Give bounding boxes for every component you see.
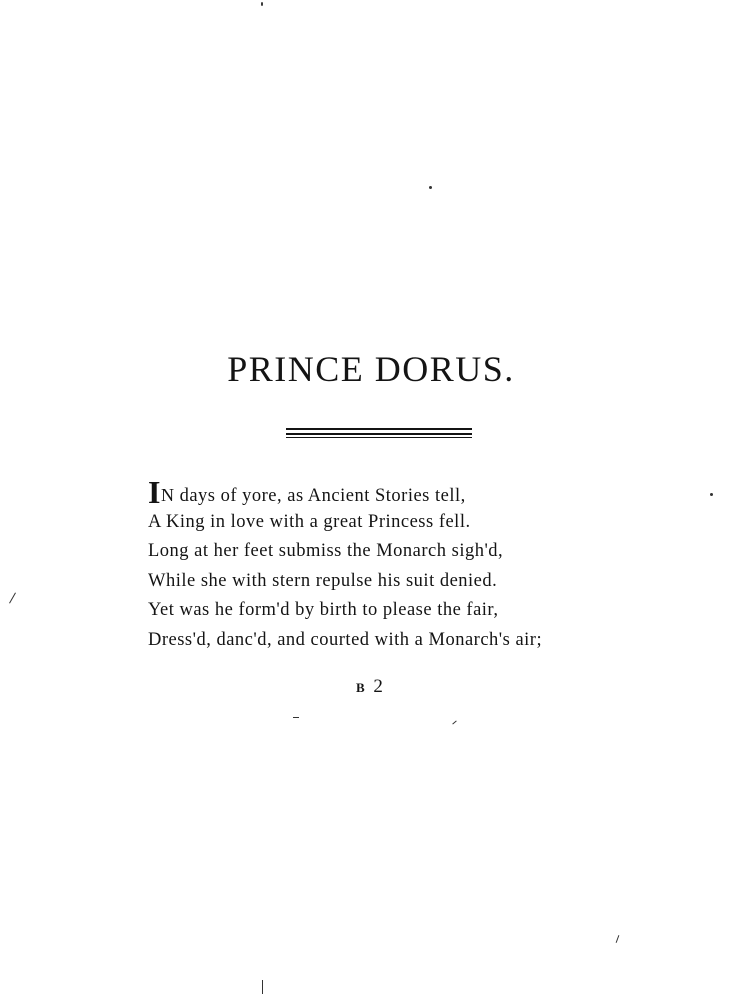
first-word-smallcap: N <box>160 485 175 505</box>
first-line-text: days of yore, as Ancient Stories tell, <box>174 486 466 506</box>
poem-line-2: A King in love with a great Princess fell. <box>148 511 471 532</box>
drop-initial: I <box>148 474 161 510</box>
signature-letter: B <box>356 680 367 695</box>
paper-speck <box>710 493 713 496</box>
poem-line-3: Long at her feet submiss the Monarch sigh'd, <box>148 541 504 561</box>
poem-line-4: While she with stern repulse his suit denied. <box>148 570 498 591</box>
poem-line-1 <box>148 474 708 510</box>
page-title: PRINCE DORUS. <box>227 349 515 389</box>
title-rule-bottom <box>286 437 472 438</box>
paper-speck <box>616 935 620 943</box>
title-rule-middle <box>286 433 472 435</box>
poem-line-5: Yet was he form'd by birth to please the fair, <box>148 600 499 620</box>
paper-speck <box>452 721 456 725</box>
poem-verse <box>148 474 708 655</box>
title-rule-top <box>286 428 472 430</box>
signature-number: 2 <box>373 676 385 697</box>
signature-mark <box>356 676 385 698</box>
paper-speck <box>262 980 263 994</box>
poem-line-6: Dress'd, danc'd, and courted with a Monarch's air; <box>148 629 543 650</box>
paper-speck <box>293 717 299 718</box>
paper-speck <box>429 186 432 189</box>
paper-speck <box>9 593 16 604</box>
paper-speck <box>261 2 263 6</box>
